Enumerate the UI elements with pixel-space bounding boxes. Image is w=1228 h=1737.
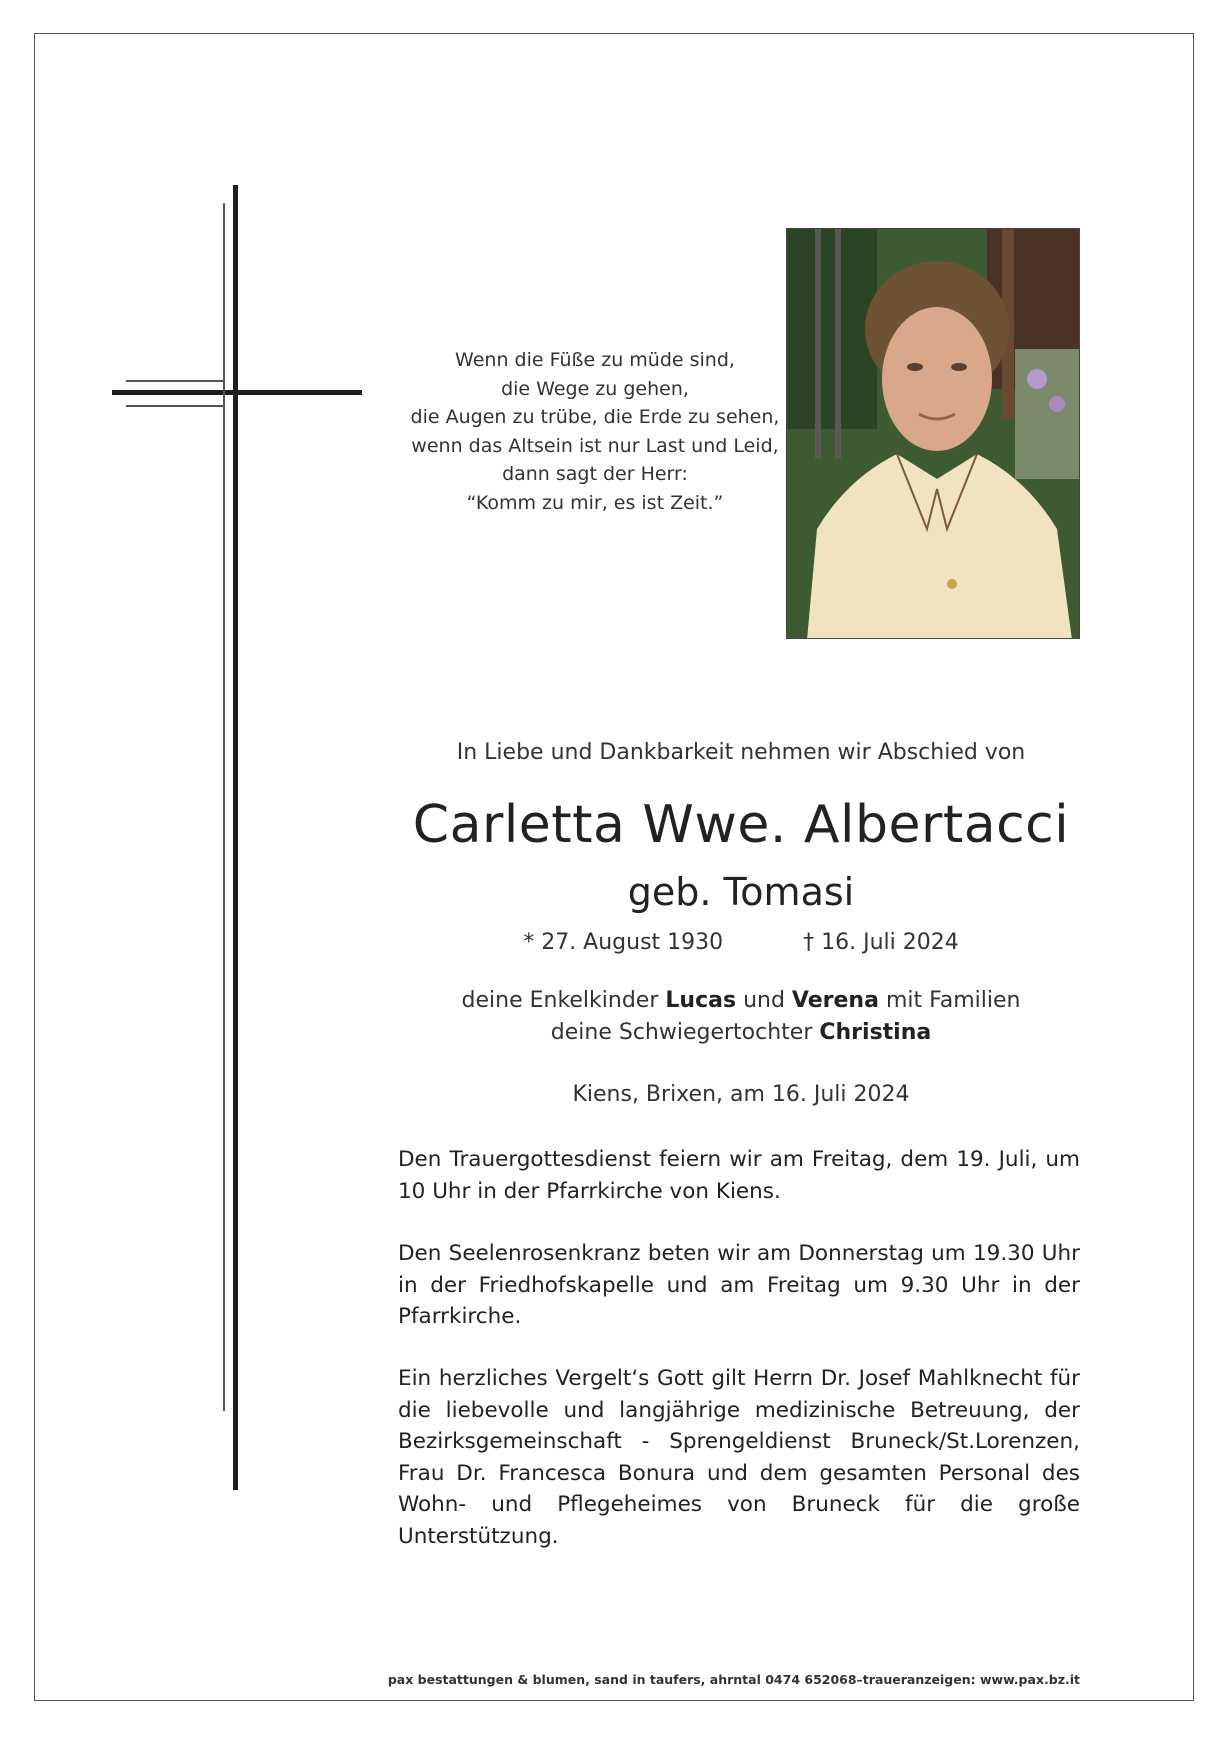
family-text: deine Enkelkinder (461, 988, 659, 1013)
intro-text: In Liebe und Dankbarkeit nehmen wir Abschied von (456, 740, 1026, 765)
family-text: und (743, 988, 785, 1013)
poem-line: wenn das Altsein ist nur Last und Leid, (411, 434, 779, 457)
deceased-name: Carletta Wwe. Albertacci (412, 795, 1070, 855)
family-text: mit Familien (885, 988, 1021, 1013)
rosary-paragraph: Den Seelenrosenkranz beten wir am Donnerstag um 19.30 Uhr in der Friedhofskapelle und am Freitag um 9.30 Uhr in der Pfarrkirche. (398, 1241, 1080, 1329)
poem-line: “Komm zu mir, es ist Zeit.” (466, 491, 724, 514)
funeral-service-paragraph: Den Trauergottesdienst feiern wir am Freitag, dem 19. Juli, um 10 Uhr in der Pfarrkirche von Kiens. (398, 1147, 1080, 1204)
life-dates (396, 930, 1086, 955)
family-mourners (396, 985, 1086, 1049)
family-member: Verena (791, 988, 879, 1013)
poem-line: die Wege zu gehen, (501, 377, 689, 400)
thanks-paragraph: Ein herzliches Vergelt‘s Gott gilt Herrn Dr. Josef Mahlknecht für die liebevolle und langjährige medizinische Betreuung, der Bezirksgemeinschaft - Sprengeldienst Bruneck/St.Lorenzen, Frau Dr. Francesca Bonura und dem gesamten Personal des Wohn- und Pflegeheimes von Bruneck für die große Unterstützung. (398, 1366, 1080, 1549)
poem-line: dann sagt der Herr: (502, 463, 688, 485)
death-date: † 16. Juli 2024 (803, 930, 959, 955)
poem-line: die Augen zu trübe, die Erde zu sehen, (410, 406, 780, 428)
birth-date: * 27. August 1930 (523, 930, 724, 955)
family-text: deine Schwiegertochter (550, 1020, 813, 1045)
poem (380, 346, 810, 517)
family-member: Lucas (665, 988, 737, 1013)
portrait-photo (786, 228, 1080, 639)
place-date: Kiens, Brixen, am 16. Juli 2024 (572, 1082, 910, 1107)
poem-line: Wenn die Füße zu müde sind, (455, 349, 735, 371)
footer-imprint: pax bestattungen & blumen, sand in taufers, ahrntal 0474 652068–traueranzeigen: www.pax.bz.it (387, 1672, 1080, 1687)
family-member: Christina (819, 1020, 932, 1045)
birth-name: geb. Tomasi (627, 870, 855, 914)
